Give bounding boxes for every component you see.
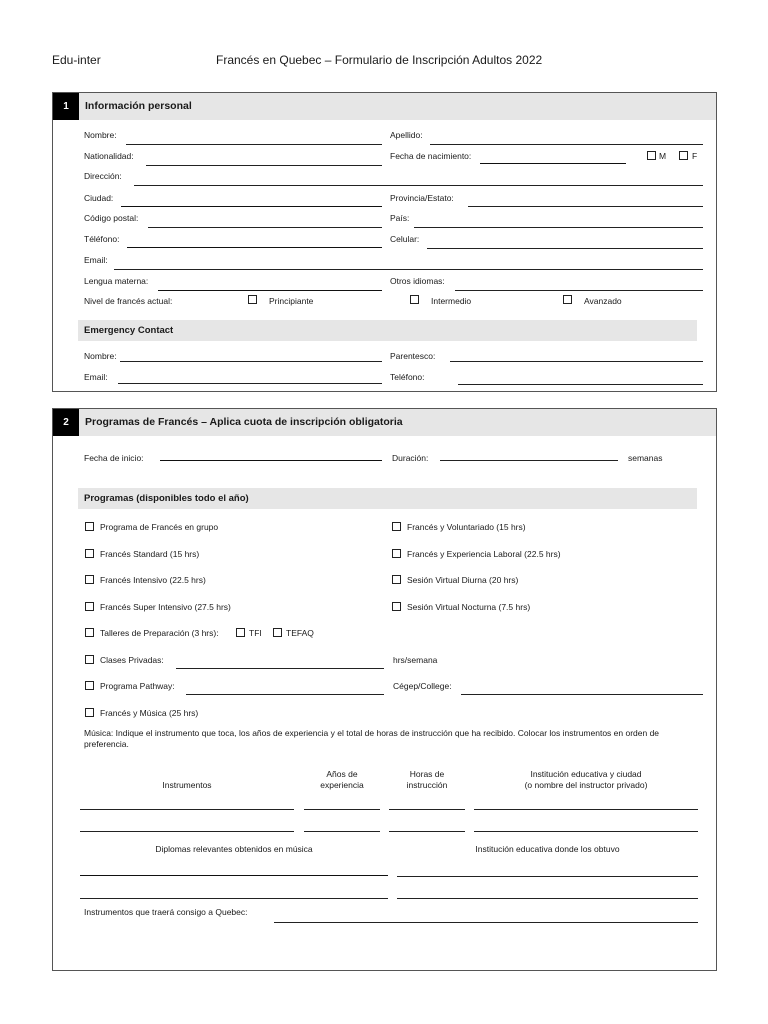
program-label: Sesión Virtual Nocturna (7.5 hrs)	[407, 602, 531, 612]
fecha-inicio-label: Fecha de inicio:	[84, 453, 144, 463]
form-title: Francés en Quebec – Formulario de Inscripción Adultos 2022	[216, 53, 543, 67]
emergency-nombre-field[interactable]	[120, 361, 382, 362]
diploma-field[interactable]	[80, 898, 388, 899]
parentesco-field[interactable]	[450, 361, 703, 362]
program-checkbox[interactable]	[85, 575, 94, 584]
instrumento-field[interactable]	[80, 809, 294, 810]
clases-privadas-checkbox[interactable]	[85, 655, 94, 664]
section-number: 1	[53, 93, 79, 120]
fecha-nacimiento-label: Fecha de nacimiento:	[390, 151, 472, 161]
program-checkbox[interactable]	[392, 522, 401, 531]
apellido-label: Apellido:	[390, 130, 423, 140]
tfi-label: TFI	[249, 628, 262, 638]
institucion-obtuvo-field[interactable]	[397, 876, 698, 877]
emergency-contact-title: Emergency Contact	[84, 325, 174, 336]
diplomas-label: Diplomas relevantes obtenidos en música	[155, 844, 313, 854]
organization-name: Edu-inter	[52, 53, 101, 67]
institucion-field[interactable]	[474, 809, 698, 810]
otros-idiomas-field[interactable]	[455, 290, 703, 291]
institucion-obtuvo-label: Institución educativa donde los obtuvo	[475, 844, 620, 854]
emergency-email-field[interactable]	[118, 383, 382, 384]
col-instrumentos: Instrumentos	[162, 780, 212, 790]
cegep-field[interactable]	[461, 694, 703, 695]
cegep-label: Cégep/College:	[393, 681, 452, 691]
otros-idiomas-label: Otros idiomas:	[390, 276, 445, 286]
lengua-materna-field[interactable]	[158, 290, 382, 291]
hrs-semana-label: hrs/semana	[393, 655, 438, 665]
ciudad-field[interactable]	[121, 206, 382, 207]
program-checkbox[interactable]	[85, 522, 94, 531]
email-label: Email:	[84, 255, 108, 265]
col-anos-line2: experiencia	[320, 780, 364, 790]
program-checkbox[interactable]	[392, 549, 401, 558]
program-label: Francés Super Intensivo (27.5 hrs)	[100, 602, 231, 612]
principiante-label: Principiante	[269, 296, 314, 306]
nivel-label: Nivel de francés actual:	[84, 296, 173, 306]
section-title: Programas de Francés – Aplica cuota de inscripción obligatoria	[85, 416, 403, 428]
section-title: Información personal	[85, 100, 192, 112]
program-label: Francés Standard (15 hrs)	[100, 549, 200, 559]
intermedio-label: Intermedio	[431, 296, 472, 306]
musica-checkbox[interactable]	[85, 708, 94, 717]
institucion-field[interactable]	[474, 831, 698, 832]
direccion-field[interactable]	[134, 185, 703, 186]
program-checkbox[interactable]	[392, 575, 401, 584]
horas-field[interactable]	[389, 831, 465, 832]
section-header-bar	[53, 409, 716, 436]
institucion-obtuvo-field[interactable]	[397, 898, 698, 899]
lengua-materna-label: Lengua materna:	[84, 276, 149, 286]
codigo-postal-label: Código postal:	[84, 213, 139, 223]
ciudad-label: Ciudad:	[84, 193, 114, 203]
sex-f-checkbox[interactable]	[679, 151, 688, 160]
program-label: Programa de Francés en grupo	[100, 522, 219, 532]
fecha-inicio-field[interactable]	[160, 460, 382, 461]
sex-m-label: M	[659, 151, 667, 161]
avanzado-label: Avanzado	[584, 296, 622, 306]
col-institucion-line1: Institución educativa y ciudad	[530, 769, 642, 779]
tefaq-checkbox[interactable]	[273, 628, 282, 637]
talleres-checkbox[interactable]	[85, 628, 94, 637]
programs-title: Programas (disponibles todo el año)	[84, 493, 249, 504]
section-personal-info	[52, 92, 717, 392]
program-label: Francés y Experiencia Laboral (22.5 hrs)	[407, 549, 561, 559]
nacionalidad-label: Nationalidad:	[84, 151, 134, 161]
section-number: 2	[53, 409, 79, 436]
diploma-field[interactable]	[80, 875, 388, 876]
pathway-checkbox[interactable]	[85, 681, 94, 690]
semanas-label: semanas	[628, 453, 663, 463]
emergency-telefono-label: Teléfono:	[390, 372, 425, 382]
col-institucion-line2: (o nombre del instructor privado)	[524, 780, 648, 790]
celular-label: Celular:	[390, 234, 420, 244]
program-checkbox[interactable]	[85, 549, 94, 558]
musica-note: Música: Indique el instrumento que toca, los años de experiencia y el total de horas de instrucción que ha recibido. Colocar los instrumentos en orden de preferencia.	[84, 728, 660, 749]
col-horas-line1: Horas de	[409, 769, 445, 779]
programs-bar	[78, 488, 697, 509]
intermedio-checkbox[interactable]	[410, 295, 419, 304]
duracion-field[interactable]	[440, 460, 618, 461]
pais-label: País:	[390, 213, 410, 223]
col-anos-line1: Años de	[326, 769, 358, 779]
telefono-label: Téléfono:	[84, 234, 120, 244]
instrumentos-traera-field[interactable]	[274, 922, 698, 923]
section-header-bar	[53, 93, 716, 120]
celular-field[interactable]	[427, 248, 703, 249]
clases-privadas-label: Clases Privadas:	[100, 655, 164, 665]
sex-f-label: F	[692, 151, 698, 161]
avanzado-checkbox[interactable]	[563, 295, 572, 304]
telefono-field[interactable]	[127, 247, 382, 248]
parentesco-label: Parentesco:	[390, 351, 436, 361]
tefaq-label: TEFAQ	[286, 628, 314, 638]
talleres-label: Talleres de Preparación (3 hrs):	[100, 628, 219, 638]
tfi-checkbox[interactable]	[236, 628, 245, 637]
emergency-nombre-label: Nombre:	[84, 351, 117, 361]
program-label: Francés y Voluntariado (15 hrs)	[407, 522, 526, 532]
col-horas-line2: instrucción	[406, 780, 448, 790]
emergency-contact-bar	[78, 320, 697, 341]
duracion-label: Duración:	[392, 453, 429, 463]
program-label: Francés Intensivo (22.5 hrs)	[100, 575, 206, 585]
sex-m-checkbox[interactable]	[647, 151, 656, 160]
program-label: Sesión Virtual Diurna (20 hrs)	[407, 575, 519, 585]
apellido-field[interactable]	[430, 144, 703, 145]
codigo-postal-field[interactable]	[148, 227, 382, 228]
instrumentos-traera-label: Instrumentos que traerá consigo a Quebec:	[84, 907, 248, 917]
nombre-field[interactable]	[126, 144, 382, 145]
anos-field[interactable]	[304, 831, 380, 832]
clases-privadas-field[interactable]	[176, 668, 384, 669]
direccion-label: Dirección:	[84, 171, 122, 181]
anos-field[interactable]	[304, 809, 380, 810]
nacionalidad-field[interactable]	[146, 165, 382, 166]
provincia-label: Provincia/Estato:	[390, 193, 454, 203]
nombre-label: Nombre:	[84, 130, 117, 140]
email-field[interactable]	[114, 269, 703, 270]
program-checkbox[interactable]	[392, 602, 401, 611]
program-checkbox[interactable]	[85, 602, 94, 611]
musica-label: Francés y Música (25 hrs)	[100, 708, 199, 718]
emergency-email-label: Email:	[84, 372, 108, 382]
pais-field[interactable]	[414, 227, 703, 228]
horas-field[interactable]	[389, 809, 465, 810]
pathway-label: Programa Pathway:	[100, 681, 175, 691]
principiante-checkbox[interactable]	[248, 295, 257, 304]
emergency-telefono-field[interactable]	[458, 384, 703, 385]
instrumento-field[interactable]	[80, 831, 294, 832]
provincia-field[interactable]	[468, 206, 703, 207]
fecha-nacimiento-field[interactable]	[480, 163, 626, 164]
pathway-field[interactable]	[186, 694, 384, 695]
